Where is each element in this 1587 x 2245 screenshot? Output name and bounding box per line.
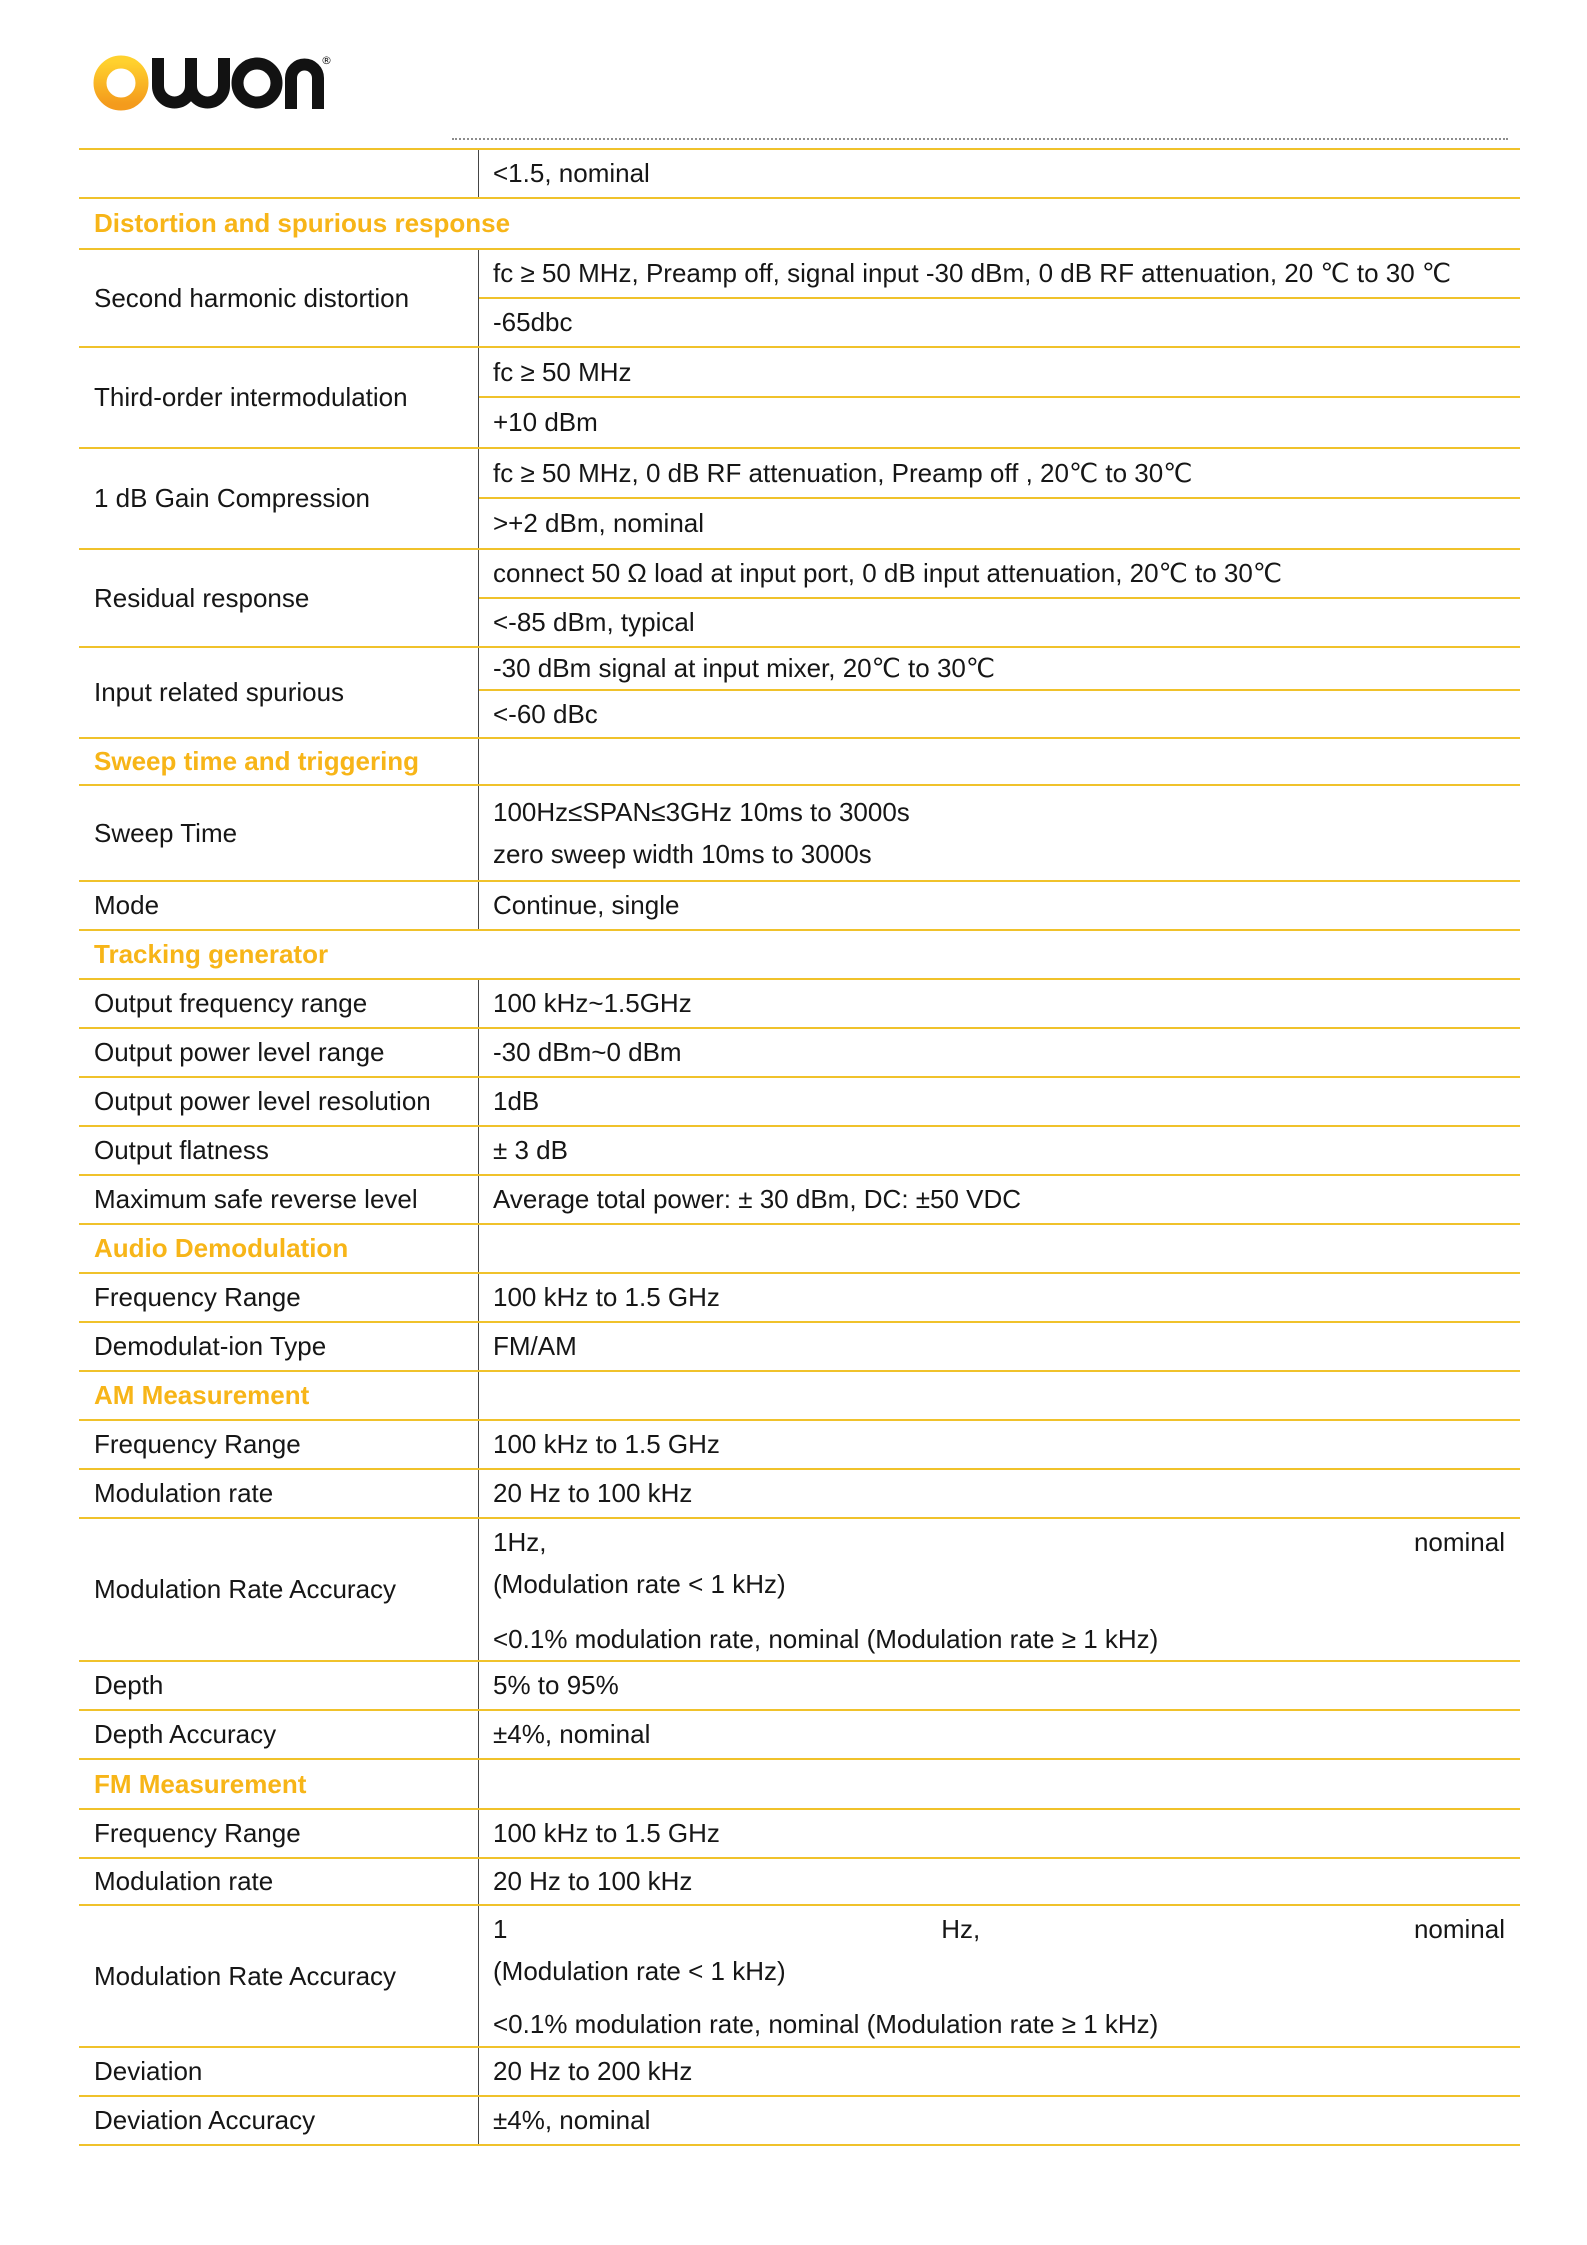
- spec-row: [79, 2048, 1520, 2097]
- spec-value-line: zero sweep width 10ms to 3000s: [493, 839, 872, 869]
- spec-row: [79, 449, 1520, 550]
- spec-value: ± 3 dB: [493, 1135, 568, 1165]
- spec-row: [79, 1906, 1520, 2048]
- spec-row: [79, 1470, 1520, 1519]
- spec-label: [79, 150, 479, 197]
- section-row: [79, 199, 1520, 250]
- spec-row: [79, 1859, 1520, 1906]
- spec-label: Input related spurious: [79, 648, 479, 737]
- spec-value-word: 1Hz,: [493, 1527, 547, 1557]
- spec-value-word: nominal: [1413, 1527, 1505, 1557]
- spec-row: [79, 1274, 1520, 1323]
- spec-value: 100 kHz~1.5GHz: [493, 988, 692, 1018]
- spec-label: Maximum safe reverse level: [79, 1176, 479, 1223]
- spec-label: Frequency Range: [79, 1810, 479, 1857]
- spec-value-group: [479, 449, 1520, 548]
- spec-label: Depth: [79, 1662, 479, 1709]
- spec-value: 20 Hz to 100 kHz: [493, 1866, 693, 1896]
- spec-row: [79, 1519, 1520, 1662]
- spec-value: ±4%, nominal: [493, 1719, 651, 1749]
- spec-label: Output flatness: [79, 1127, 479, 1174]
- spec-row: [79, 882, 1520, 931]
- spec-label: Output frequency range: [79, 980, 479, 1027]
- spec-row: [79, 1176, 1520, 1225]
- section-heading: FM Measurement: [79, 1760, 479, 1808]
- logo-letter-o: [238, 64, 277, 103]
- spec-label: Output power level resolution: [79, 1078, 479, 1125]
- section-heading: AM Measurement: [79, 1372, 479, 1419]
- empty-cell: [479, 1760, 1520, 1808]
- header-dotted-rule: [452, 138, 1508, 140]
- logo-letter-n: [291, 65, 318, 110]
- section-row: [79, 1225, 1520, 1274]
- spec-value-group: [479, 1906, 1520, 2046]
- spec-value-group: [479, 348, 1520, 447]
- section-heading: Tracking generator: [94, 939, 329, 969]
- spec-label: Frequency Range: [79, 1421, 479, 1468]
- spec-value: -30 dBm~0 dBm: [493, 1037, 682, 1067]
- spec-value: 100 kHz to 1.5 GHz: [493, 1818, 720, 1848]
- spec-value-line: (Modulation rate < 1 kHz): [493, 1956, 786, 1986]
- spec-value-word: Hz,: [941, 1914, 981, 1944]
- spec-label: Mode: [79, 882, 479, 929]
- section-row: [79, 1372, 1520, 1421]
- spec-row: [79, 348, 1520, 449]
- spec-label: 1 dB Gain Compression: [79, 449, 479, 548]
- spec-label: Second harmonic distortion: [79, 250, 479, 346]
- spec-value: 20 Hz to 200 kHz: [493, 2056, 693, 2086]
- spec-row: [79, 1810, 1520, 1859]
- spec-value: <-85 dBm, typical: [493, 607, 695, 637]
- spec-value: Average total power: ± 30 dBm, DC: ±50 VDC: [493, 1184, 1022, 1214]
- logo-letter-w: [158, 58, 224, 103]
- empty-cell: [479, 739, 1520, 784]
- spec-value: <-60 dBc: [493, 698, 598, 729]
- spec-row: [79, 1421, 1520, 1470]
- spec-label: Residual response: [79, 550, 479, 646]
- spec-value-line: (Modulation rate < 1 kHz): [493, 1569, 786, 1599]
- spec-row: [79, 1127, 1520, 1176]
- empty-cell: [479, 1372, 1520, 1419]
- spec-row: [79, 1029, 1520, 1078]
- spec-row: [79, 1323, 1520, 1372]
- spec-value-group: [479, 550, 1520, 646]
- spec-value: Continue, single: [493, 890, 680, 920]
- spec-label: Modulation Rate Accuracy: [79, 1519, 479, 1660]
- spec-value-line: [493, 1521, 1505, 1563]
- spec-value-line: [493, 1908, 1505, 1950]
- spec-condition: fc ≥ 50 MHz: [479, 348, 1520, 398]
- spec-label: Third-order intermodulation: [79, 348, 479, 447]
- spec-value: 1dB: [493, 1086, 540, 1116]
- spec-row: [79, 150, 1520, 199]
- spec-row: [79, 648, 1520, 739]
- spec-value-group: [479, 786, 1520, 880]
- empty-cell: [479, 1225, 1520, 1272]
- spec-value-word: nominal: [1413, 1914, 1505, 1944]
- spec-value: 100 kHz to 1.5 GHz: [493, 1429, 720, 1459]
- spec-label: Depth Accuracy: [79, 1711, 479, 1758]
- section-row: [79, 1760, 1520, 1810]
- registered-mark: ®: [321, 54, 332, 67]
- spec-condition: connect 50 Ω load at input port, 0 dB input attenuation, 20℃ to 30℃: [479, 550, 1520, 599]
- spec-label: Modulation rate: [79, 1470, 479, 1517]
- section-heading: Audio Demodulation: [79, 1225, 479, 1272]
- spec-value-group: [479, 250, 1520, 346]
- spec-row: [79, 1711, 1520, 1760]
- section-heading: Distortion and spurious response: [94, 208, 511, 238]
- spec-label: Deviation: [79, 2048, 479, 2095]
- spec-table: [79, 148, 1520, 2146]
- spec-label: Demodulat-ion Type: [79, 1323, 479, 1370]
- spec-value: ±4%, nominal: [493, 2105, 651, 2135]
- spec-label: Frequency Range: [79, 1274, 479, 1321]
- spec-row: [79, 1662, 1520, 1711]
- spec-row: [79, 550, 1520, 648]
- spec-value-group: [479, 1519, 1520, 1660]
- section-row: [79, 739, 1520, 786]
- spec-label: Sweep Time: [79, 786, 479, 880]
- spec-value: >+2 dBm, nominal: [493, 508, 705, 538]
- spec-value: <1.5, nominal: [493, 158, 650, 188]
- spec-row: [79, 1078, 1520, 1127]
- spec-condition: fc ≥ 50 MHz, Preamp off, signal input -30 dBm, 0 dB RF attenuation, 20 ℃ to 30 ℃: [479, 250, 1520, 299]
- spec-value: 20 Hz to 100 kHz: [493, 1478, 693, 1508]
- owon-logo: [0, 0, 360, 130]
- spec-row: [79, 2097, 1520, 2146]
- spec-value: +10 dBm: [493, 407, 598, 437]
- spec-label: Modulation rate: [79, 1859, 479, 1904]
- spec-value-word: 1: [493, 1914, 508, 1944]
- spec-value-group: [479, 648, 1520, 737]
- spec-row: [79, 786, 1520, 882]
- spec-condition: -30 dBm signal at input mixer, 20℃ to 30℃: [479, 648, 1520, 691]
- spec-label: Modulation Rate Accuracy: [79, 1906, 479, 2046]
- section-row: [79, 931, 1520, 980]
- spec-value: 5% to 95%: [493, 1670, 619, 1700]
- spec-condition: fc ≥ 50 MHz, 0 dB RF attenuation, Preamp off , 20℃ to 30℃: [479, 449, 1520, 499]
- spec-value: FM/AM: [493, 1331, 577, 1361]
- spec-row: [79, 250, 1520, 348]
- spec-label: Output power level range: [79, 1029, 479, 1076]
- spec-value: -65dbc: [493, 307, 573, 337]
- spec-row: [79, 980, 1520, 1029]
- logo-letter-o-accent: [100, 62, 142, 104]
- spec-value: 100 kHz to 1.5 GHz: [493, 1282, 720, 1312]
- spec-value-line: 100Hz≤SPAN≤3GHz 10ms to 3000s: [493, 797, 910, 827]
- spec-value-note: <0.1% modulation rate, nominal (Modulation rate ≥ 1 kHz): [493, 2009, 1159, 2039]
- spec-value-note: <0.1% modulation rate, nominal (Modulation rate ≥ 1 kHz): [493, 1624, 1159, 1654]
- spec-label: Deviation Accuracy: [79, 2097, 479, 2144]
- section-heading: Sweep time and triggering: [79, 739, 479, 784]
